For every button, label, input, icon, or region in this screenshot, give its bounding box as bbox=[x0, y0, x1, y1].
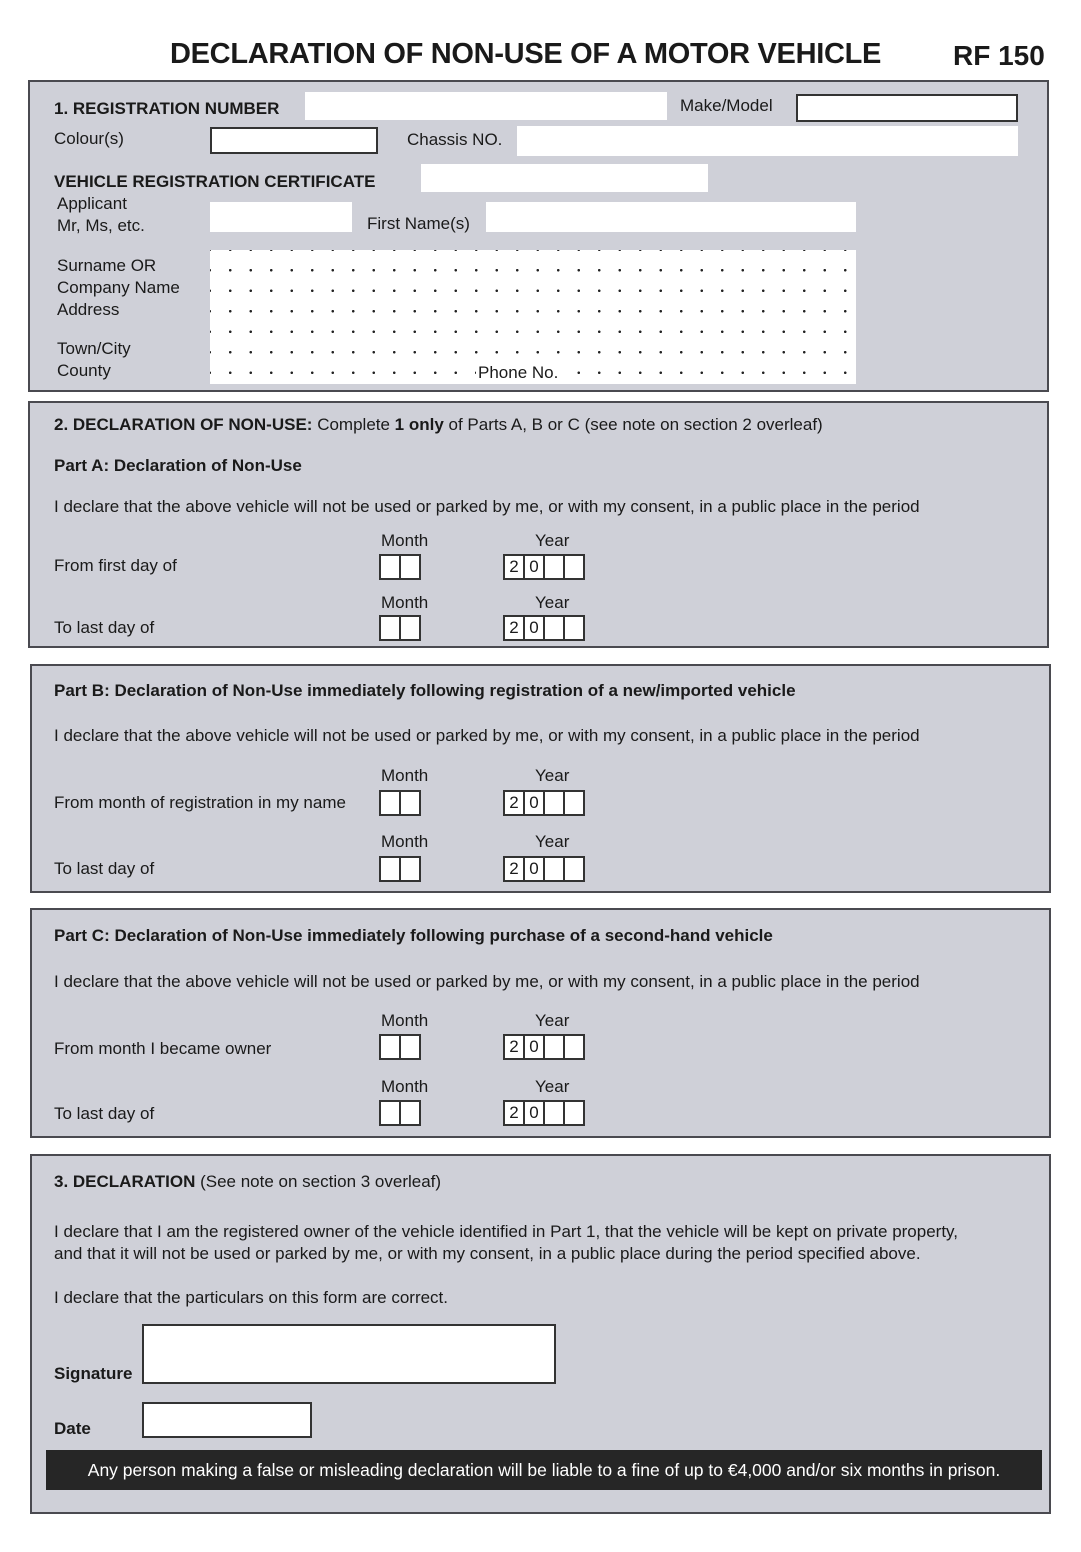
part-c-from-year-header: Year bbox=[535, 1011, 570, 1030]
year-digit-box: 0 bbox=[523, 615, 545, 641]
year-digit-box: 2 bbox=[503, 1034, 525, 1060]
date-field[interactable] bbox=[142, 1402, 312, 1438]
vehicle-registration-certificate-label: VEHICLE REGISTRATION CERTIFICATE bbox=[54, 172, 376, 191]
section2-heading bbox=[54, 415, 823, 435]
part-a-title: Part A: Declaration of Non-Use bbox=[54, 456, 302, 475]
part-c-to-month-header: Month bbox=[381, 1077, 429, 1096]
month-digit-box[interactable] bbox=[399, 615, 421, 641]
part-b-to-month-header: Month bbox=[381, 832, 429, 851]
part-c-from-month-boxes[interactable] bbox=[379, 1034, 421, 1060]
form-title: DECLARATION OF NON-USE OF A MOTOR VEHICLE bbox=[170, 38, 882, 70]
registration-number-label: 1. REGISTRATION NUMBER bbox=[54, 99, 280, 118]
year-digit-box: 0 bbox=[523, 790, 545, 816]
part-b-to-label: To last day of bbox=[54, 859, 155, 878]
year-digit-box: 0 bbox=[523, 1034, 545, 1060]
part-c-to-year-header: Year bbox=[535, 1077, 570, 1096]
declaration-line-1: I declare that I am the registered owner of the vehicle identified in Part 1, that the vehicle will be kept on private property, bbox=[54, 1222, 959, 1241]
year-digit-box[interactable] bbox=[543, 1100, 565, 1126]
company-name-label: Company Name bbox=[57, 278, 180, 297]
month-digit-box[interactable] bbox=[379, 1100, 401, 1126]
year-digit-box[interactable] bbox=[563, 615, 585, 641]
part-a-from-label: From first day of bbox=[54, 556, 177, 575]
month-digit-box[interactable] bbox=[379, 1034, 401, 1060]
town-label: Town/City bbox=[57, 339, 131, 358]
section-declaration bbox=[30, 1154, 1051, 1514]
year-digit-box[interactable] bbox=[543, 1034, 565, 1060]
county-label: County bbox=[57, 361, 111, 380]
part-c-to-month-boxes[interactable] bbox=[379, 1100, 421, 1126]
section2-heading-rest: Complete bbox=[312, 415, 395, 434]
vrc-number-field[interactable] bbox=[421, 164, 708, 192]
address-label: Address bbox=[57, 300, 120, 319]
month-digit-box[interactable] bbox=[379, 554, 401, 580]
penalty-warning: Any person making a false or misleading declaration will be liable to a fine of up to €4,000 and/or six months in prison. bbox=[46, 1450, 1042, 1490]
part-c-from-label: From month I became owner bbox=[54, 1039, 272, 1058]
part-b-from-year-boxes[interactable] bbox=[503, 790, 585, 816]
make-model-label: Make/Model bbox=[680, 96, 773, 115]
part-a-from-year-boxes[interactable] bbox=[503, 554, 585, 580]
part-b-to-month-boxes[interactable] bbox=[379, 856, 421, 882]
signature-label: Signature bbox=[54, 1364, 133, 1383]
part-c-to-label: To last day of bbox=[54, 1104, 155, 1123]
year-digit-box[interactable] bbox=[543, 790, 565, 816]
year-digit-box: 2 bbox=[503, 856, 525, 882]
month-digit-box[interactable] bbox=[399, 790, 421, 816]
section3-heading-bold: 3. DECLARATION bbox=[54, 1172, 196, 1191]
month-digit-box[interactable] bbox=[379, 856, 401, 882]
registration-number-field[interactable] bbox=[305, 92, 667, 120]
part-a-to-month-header: Month bbox=[381, 593, 429, 612]
part-a-to-month-boxes[interactable] bbox=[379, 615, 421, 641]
section-part-a bbox=[28, 401, 1049, 648]
colour-label: Colour(s) bbox=[54, 129, 124, 148]
part-c-declaration: I declare that the above vehicle will not be used or parked by me, or with my consent, in a public place in the period bbox=[54, 972, 920, 991]
part-a-from-year-header: Year bbox=[535, 531, 570, 550]
part-a-to-label: To last day of bbox=[54, 618, 155, 637]
year-digit-box[interactable] bbox=[563, 1034, 585, 1060]
part-a-from-month-header: Month bbox=[381, 531, 429, 550]
date-label: Date bbox=[54, 1419, 91, 1438]
part-b-from-month-boxes[interactable] bbox=[379, 790, 421, 816]
particulars-statement: I declare that the particulars on this form are correct. bbox=[54, 1288, 449, 1307]
part-b-declaration: I declare that the above vehicle will not be used or parked by me, or with my consent, in a public place in the period bbox=[54, 726, 920, 745]
applicant-label: Applicant bbox=[57, 194, 127, 213]
year-digit-box[interactable] bbox=[543, 856, 565, 882]
title-field[interactable] bbox=[210, 202, 352, 232]
year-digit-box[interactable] bbox=[563, 1100, 585, 1126]
part-b-from-year-header: Year bbox=[535, 766, 570, 785]
part-a-declaration: I declare that the above vehicle will not be used or parked by me, or with my consent, in a public place in the period bbox=[54, 497, 920, 516]
signature-field[interactable] bbox=[142, 1324, 556, 1384]
phone-label: Phone No. bbox=[478, 363, 559, 382]
colour-field[interactable] bbox=[210, 127, 378, 154]
section3-heading-rest: (See note on section 3 overleaf) bbox=[195, 1172, 442, 1191]
month-digit-box[interactable] bbox=[379, 615, 401, 641]
month-digit-box[interactable] bbox=[399, 1034, 421, 1060]
year-digit-box: 2 bbox=[503, 615, 525, 641]
part-a-to-year-header: Year bbox=[535, 593, 570, 612]
surname-label: Surname OR bbox=[57, 256, 157, 275]
declaration-line-2: and that it will not be used or parked by me, or with my consent, in a public place during the period specified above. bbox=[54, 1244, 921, 1263]
part-c-from-year-boxes[interactable] bbox=[503, 1034, 585, 1060]
section2-heading-one-only: 1 only bbox=[394, 415, 444, 434]
year-digit-box[interactable] bbox=[543, 554, 565, 580]
first-name-field[interactable] bbox=[486, 202, 856, 232]
form-number: RF 150 bbox=[953, 40, 1045, 71]
section-part-b bbox=[30, 664, 1051, 893]
year-digit-box: 0 bbox=[523, 856, 545, 882]
title-label: Mr, Ms, etc. bbox=[57, 216, 145, 235]
first-name-label: First Name(s) bbox=[367, 214, 470, 233]
year-digit-box: 0 bbox=[523, 554, 545, 580]
section2-heading-bold: 2. DECLARATION OF NON-USE: bbox=[54, 415, 313, 434]
month-digit-box[interactable] bbox=[399, 856, 421, 882]
month-digit-box[interactable] bbox=[399, 1100, 421, 1126]
year-digit-box: 2 bbox=[503, 554, 525, 580]
chassis-label: Chassis NO. bbox=[407, 130, 503, 149]
year-digit-box: 2 bbox=[503, 1100, 525, 1126]
part-b-to-year-header: Year bbox=[535, 832, 570, 851]
year-digit-box[interactable] bbox=[563, 856, 585, 882]
chassis-number-field[interactable] bbox=[517, 126, 1018, 156]
month-digit-box[interactable] bbox=[379, 790, 401, 816]
part-c-to-year-boxes[interactable] bbox=[503, 1100, 585, 1126]
part-b-from-label: From month of registration in my name bbox=[54, 793, 346, 812]
year-digit-box[interactable] bbox=[563, 790, 585, 816]
section-registration bbox=[28, 80, 1049, 392]
year-digit-box: 0 bbox=[523, 1100, 545, 1126]
part-b-title: Part B: Declaration of Non-Use immediately following registration of a new/imported vehicle bbox=[54, 681, 796, 700]
make-model-field[interactable] bbox=[796, 94, 1018, 122]
section2-heading-tail: of Parts A, B or C (see note on section 2 overleaf) bbox=[443, 415, 823, 434]
part-c-title: Part C: Declaration of Non-Use immediately following purchase of a second-hand vehicle bbox=[54, 926, 773, 945]
part-a-to-year-boxes[interactable] bbox=[503, 615, 585, 641]
section-part-c bbox=[30, 908, 1051, 1138]
month-digit-box[interactable] bbox=[399, 554, 421, 580]
year-digit-box[interactable] bbox=[543, 615, 565, 641]
section3-heading bbox=[54, 1172, 441, 1192]
part-b-from-month-header: Month bbox=[381, 766, 429, 785]
part-a-from-month-boxes[interactable] bbox=[379, 554, 421, 580]
part-b-to-year-boxes[interactable] bbox=[503, 856, 585, 882]
year-digit-box: 2 bbox=[503, 790, 525, 816]
year-digit-box[interactable] bbox=[563, 554, 585, 580]
part-c-from-month-header: Month bbox=[381, 1011, 429, 1030]
